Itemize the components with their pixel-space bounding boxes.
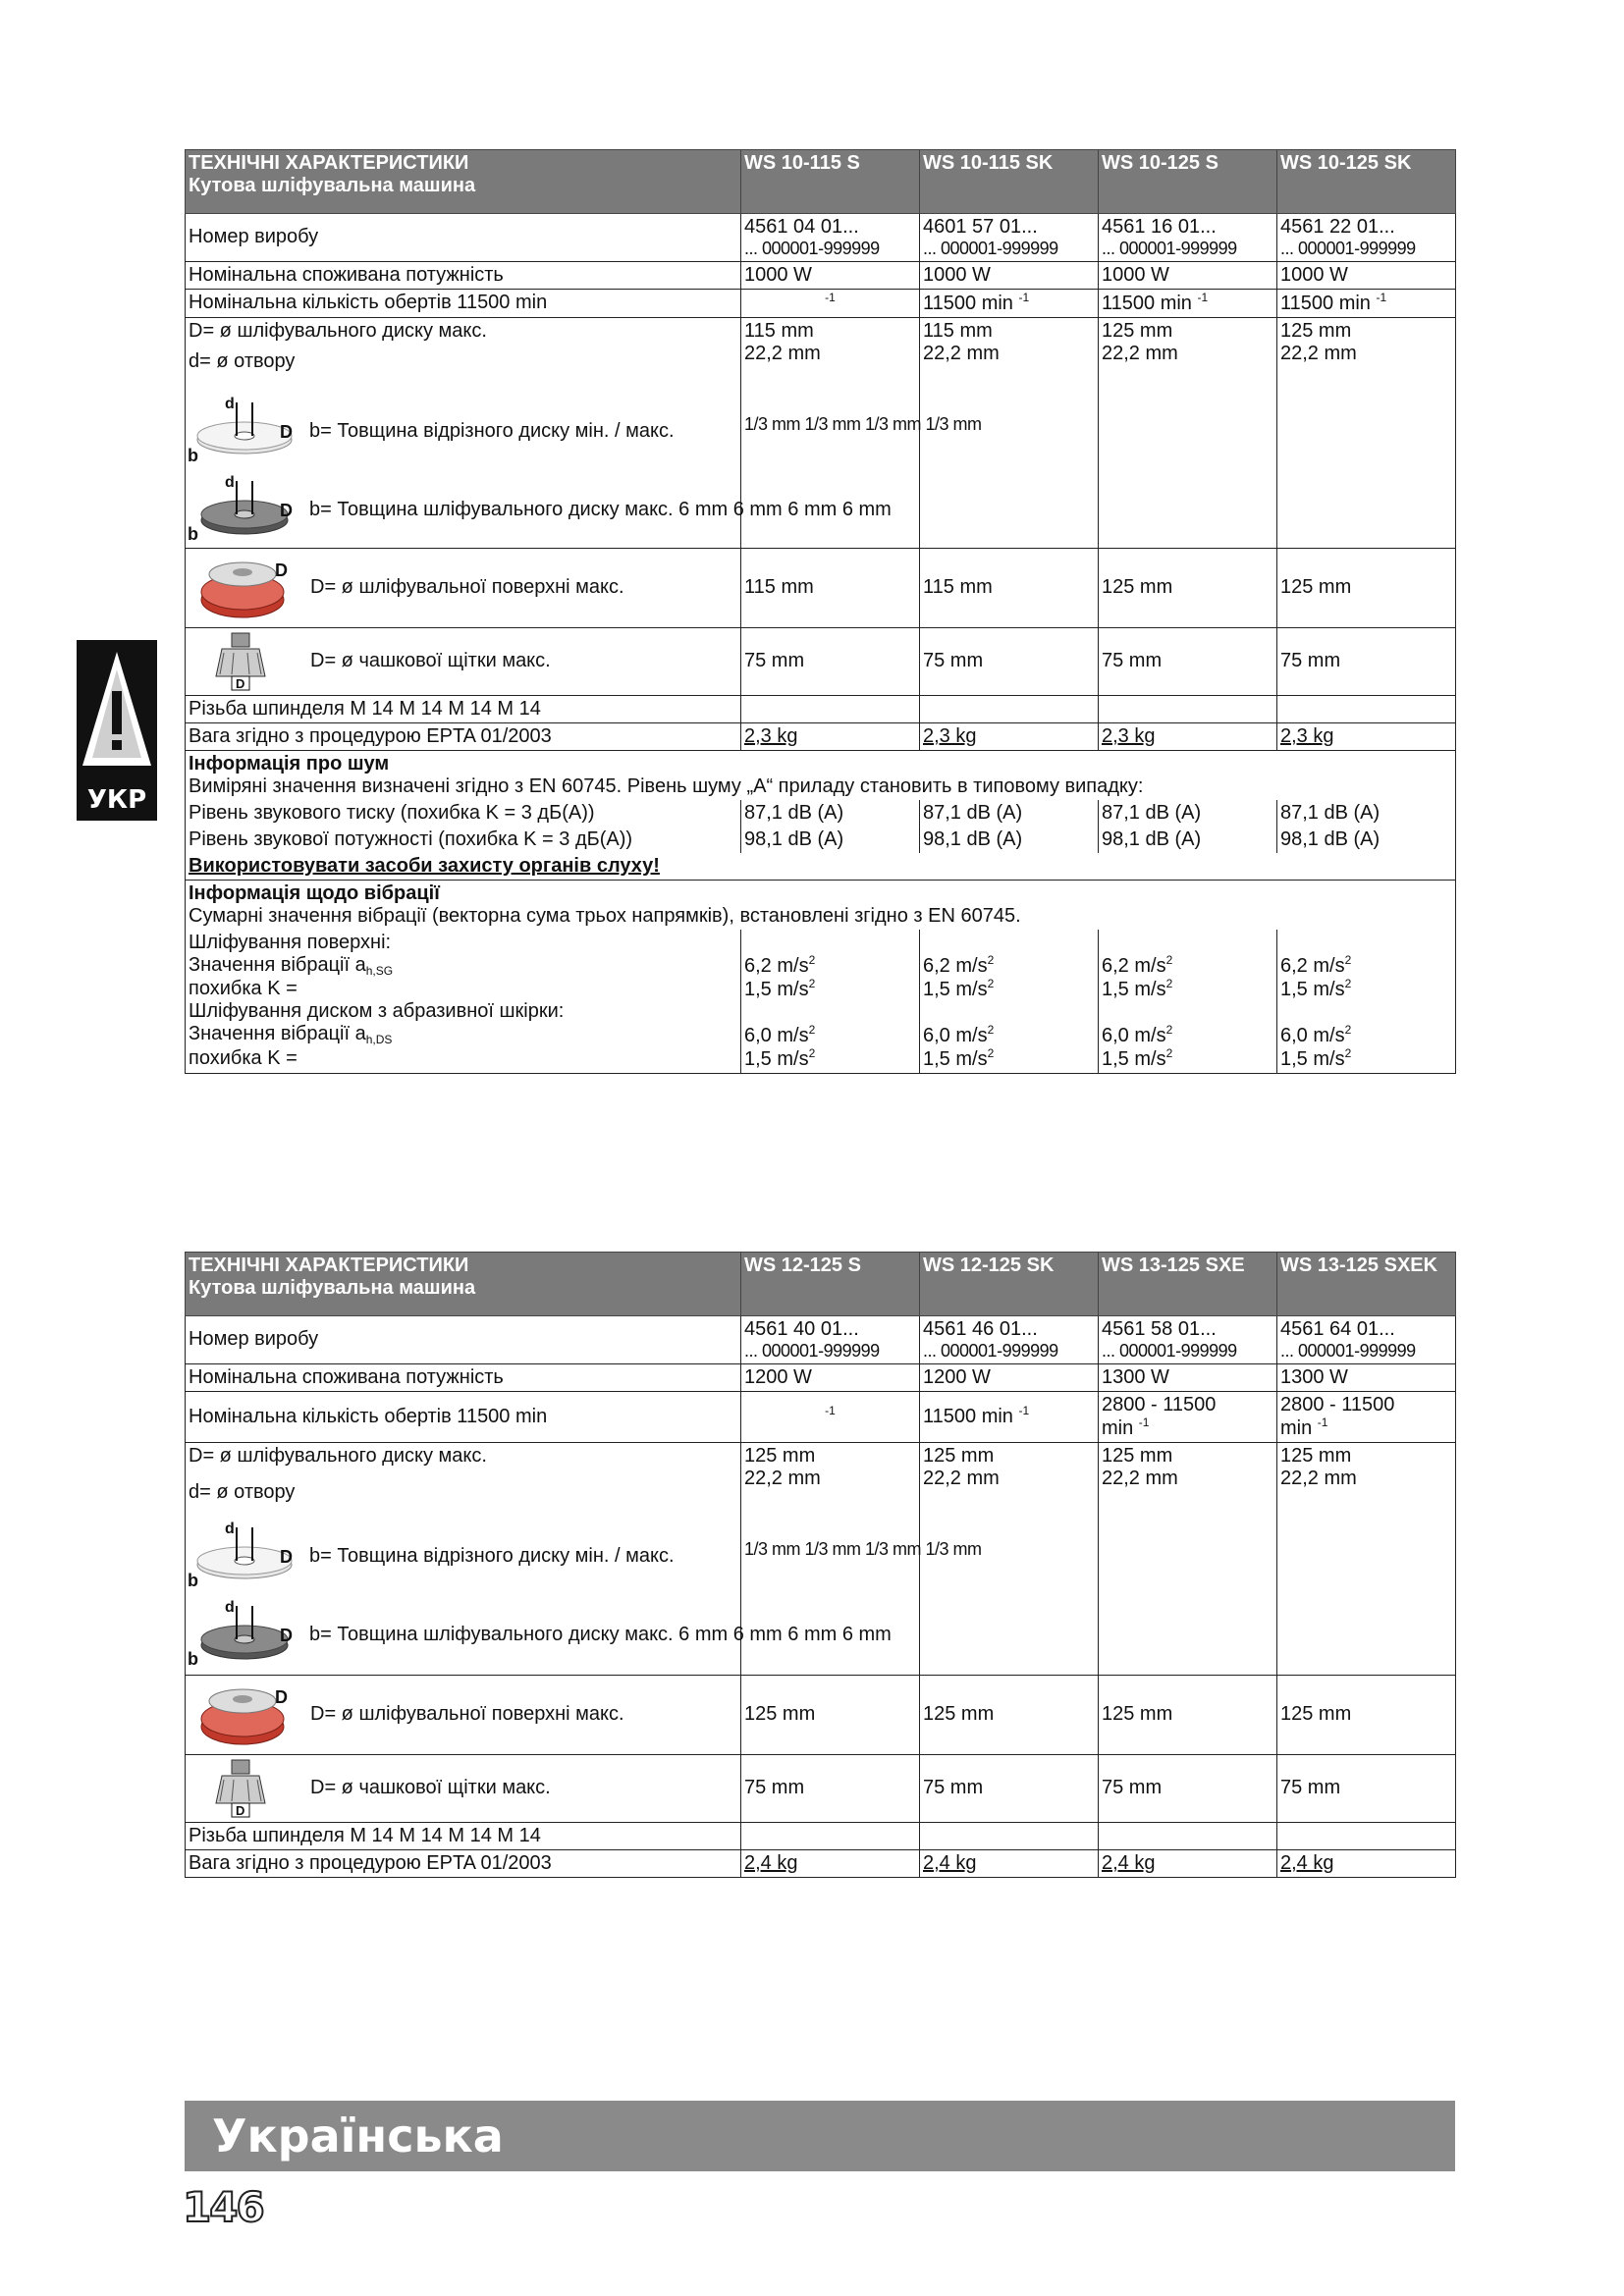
weight-label: Вага згідно з процедурою EPTA 01/2003 bbox=[186, 722, 741, 750]
weight-row bbox=[186, 1849, 1456, 1877]
cut-thickness-label: b= Товщина відрізного диску мін. / макс. bbox=[309, 420, 675, 443]
svg-text:b: b bbox=[188, 445, 198, 465]
disc-diameter-value: 115 mm bbox=[744, 319, 814, 342]
svg-text:d: d bbox=[225, 1598, 235, 1616]
power-value: 1200 W bbox=[741, 1363, 920, 1391]
bore-value: 22,2 mm bbox=[923, 342, 1000, 364]
surface-value: 115 mm bbox=[920, 548, 1099, 627]
speed-range: 2800 - 11500 bbox=[1102, 1393, 1217, 1415]
spindle-label: Різьба шпинделя M 14 M 14 M 14 M 14 bbox=[186, 1822, 741, 1849]
language-tab: УКР bbox=[77, 779, 157, 821]
model-name: WS 12-125 SK bbox=[920, 1253, 1099, 1316]
uncertainty-sg-value: 1,5 m/s bbox=[923, 978, 988, 1000]
speed-value: 11500 min bbox=[923, 292, 1013, 314]
warning-icon bbox=[77, 640, 157, 787]
vibration-values-row bbox=[186, 930, 1456, 1073]
surface-value: 125 mm bbox=[741, 1675, 920, 1754]
brush-value: 75 mm bbox=[920, 1754, 1099, 1822]
serial-range: ... 000001-999999 bbox=[744, 239, 880, 258]
disc-block-row bbox=[186, 317, 1456, 548]
power-value: 1000 W bbox=[741, 261, 920, 289]
pressure-value: 87,1 dB (A) bbox=[1099, 800, 1277, 827]
squared-exponent: 2 bbox=[808, 976, 816, 990]
uncertainty-label: похибка K = bbox=[189, 1047, 298, 1070]
weight-value: 2,4 kg bbox=[920, 1849, 1099, 1877]
squared-exponent: 2 bbox=[987, 1045, 995, 1060]
squared-exponent: 2 bbox=[808, 1045, 816, 1060]
language-bar: Українська bbox=[185, 2101, 1455, 2171]
surface-value: 125 mm bbox=[1277, 548, 1456, 627]
vibration-ds-value: 6,0 m/s bbox=[1280, 1024, 1345, 1046]
power-value: 1000 W bbox=[1277, 261, 1456, 289]
article-number: 4561 04 01... bbox=[744, 216, 859, 238]
sound-power-value: 98,1 dB (A) bbox=[1099, 827, 1277, 853]
uncertainty-sg-value: 1,5 m/s bbox=[744, 978, 809, 1000]
squared-exponent: 2 bbox=[1344, 952, 1352, 967]
grind-thickness-label: b= Товщина шліфувального диску макс. 6 mm 6 mm 6 mm 6 mm bbox=[309, 499, 892, 521]
speed-row bbox=[186, 1391, 1456, 1442]
vibration-sg-value: 6,2 m/s bbox=[923, 954, 988, 977]
vibration-heading: Інформація щодо вібрації bbox=[189, 881, 440, 904]
table-title: ТЕХНІЧНІ ХАРАКТЕРИСТИКИ bbox=[189, 1255, 469, 1276]
spec-table-1 bbox=[185, 149, 1456, 1074]
vibration-intro: Сумарні значення вібрації (векторна сума трьох напрямків), встановлені згідно з EN 60745. bbox=[189, 904, 1021, 927]
speed-exponent: -1 bbox=[1138, 1415, 1150, 1429]
serial-range: ... 000001-999999 bbox=[1102, 239, 1237, 258]
power-label: Номінальна споживана потужність bbox=[186, 261, 741, 289]
surface-value: 125 mm bbox=[1277, 1675, 1456, 1754]
bore-label: d= ø отвору bbox=[189, 1480, 296, 1503]
squared-exponent: 2 bbox=[808, 1022, 816, 1037]
header-row bbox=[186, 150, 1456, 214]
grinding-disc-icon bbox=[188, 1600, 296, 1671]
model-name: WS 13-125 SXEK bbox=[1277, 1253, 1456, 1316]
squared-exponent: 2 bbox=[1165, 1022, 1173, 1037]
model-name: WS 10-115 S bbox=[741, 150, 920, 214]
sound-power-row bbox=[186, 827, 1456, 853]
cutting-disc-icon bbox=[188, 397, 296, 467]
bore-value: 22,2 mm bbox=[1280, 342, 1357, 364]
brush-row bbox=[186, 627, 1456, 695]
squared-exponent: 2 bbox=[1165, 1045, 1173, 1060]
spec-table-2 bbox=[185, 1252, 1456, 1878]
disc-diameter-value: 125 mm bbox=[923, 1444, 995, 1467]
weight-value: 2,3 kg bbox=[1277, 722, 1456, 750]
uncertainty-label: похибка K = bbox=[189, 978, 298, 1000]
speed-label: Номінальна кількість обертів 11500 min bbox=[186, 289, 741, 317]
squared-exponent: 2 bbox=[1165, 952, 1173, 967]
disc-diameter-value: 125 mm bbox=[1102, 319, 1173, 342]
speed-label: Номінальна кількість обертів 11500 min bbox=[186, 1391, 741, 1442]
vibration-sg-subscript: h,SG bbox=[365, 963, 394, 978]
svg-text:b: b bbox=[188, 1570, 198, 1590]
grinding-disc-icon bbox=[188, 475, 296, 546]
uncertainty-ds-value: 1,5 m/s bbox=[1280, 1047, 1345, 1070]
bore-value: 22,2 mm bbox=[744, 342, 821, 364]
squared-exponent: 2 bbox=[808, 952, 816, 967]
model-name: WS 10-115 SK bbox=[920, 150, 1099, 214]
brush-label: D= ø чашкової щітки макс. bbox=[310, 650, 551, 672]
svg-text:D: D bbox=[236, 675, 245, 691]
svg-text:D: D bbox=[280, 421, 293, 442]
spindle-label: Різьба шпинделя M 14 M 14 M 14 M 14 bbox=[186, 695, 741, 722]
svg-text:d: d bbox=[225, 1520, 235, 1537]
pressure-value: 87,1 dB (A) bbox=[1277, 800, 1456, 827]
weight-value: 2,4 kg bbox=[1277, 1849, 1456, 1877]
vibration-ds-subscript: h,DS bbox=[365, 1033, 393, 1047]
disc-diameter-value: 125 mm bbox=[1102, 1444, 1173, 1467]
cut-thickness-label: b= Товщина відрізного диску мін. / макс. bbox=[309, 1545, 675, 1568]
power-value: 1000 W bbox=[1099, 261, 1277, 289]
table-title: ТЕХНІЧНІ ХАРАКТЕРИСТИКИ bbox=[189, 152, 469, 174]
power-value: 1300 W bbox=[1099, 1363, 1277, 1391]
uncertainty-sg-value: 1,5 m/s bbox=[1280, 978, 1345, 1000]
bore-value: 22,2 mm bbox=[1102, 1467, 1178, 1489]
svg-text:D: D bbox=[236, 1802, 245, 1818]
surface-value: 115 mm bbox=[741, 548, 920, 627]
sound-power-value: 98,1 dB (A) bbox=[741, 827, 920, 853]
squared-exponent: 2 bbox=[987, 976, 995, 990]
surface-grinding-label: Шліфування поверхні: bbox=[189, 931, 392, 953]
power-label: Номінальна споживана потужність bbox=[186, 1363, 741, 1391]
disc-diameter-label: D= ø шліфувального диску макс. bbox=[189, 319, 487, 342]
disc-diameter-value: 125 mm bbox=[1280, 319, 1352, 342]
pressure-value: 87,1 dB (A) bbox=[920, 800, 1099, 827]
squared-exponent: 2 bbox=[987, 952, 995, 967]
weight-label: Вага згідно з процедурою EPTA 01/2003 bbox=[186, 1849, 741, 1877]
power-value: 1200 W bbox=[920, 1363, 1099, 1391]
serial-range: ... 000001-999999 bbox=[744, 1341, 880, 1361]
surface-label: D= ø шліфувальної поверхні макс. bbox=[310, 576, 624, 599]
speed-exponent: -1 bbox=[1018, 290, 1030, 304]
vibration-value-label: Значення вібрації a bbox=[189, 953, 366, 976]
bore-value: 22,2 mm bbox=[744, 1467, 821, 1489]
power-value: 1000 W bbox=[920, 261, 1099, 289]
weight-value: 2,4 kg bbox=[741, 1849, 920, 1877]
article-number: 4561 40 01... bbox=[744, 1318, 859, 1340]
surface-row bbox=[186, 1675, 1456, 1754]
model-name: WS 10-125 SK bbox=[1277, 150, 1456, 214]
article-label: Номер виробу bbox=[186, 214, 741, 262]
speed-value: 11500 min bbox=[1280, 292, 1371, 314]
article-label: Номер виробу bbox=[186, 1316, 741, 1364]
surface-row bbox=[186, 548, 1456, 627]
svg-text:b: b bbox=[188, 523, 198, 544]
brush-value: 75 mm bbox=[741, 627, 920, 695]
svg-text:D: D bbox=[280, 500, 293, 520]
article-row bbox=[186, 1316, 1456, 1364]
serial-range: ... 000001-999999 bbox=[1102, 1341, 1237, 1361]
sound-power-value: 98,1 dB (A) bbox=[920, 827, 1099, 853]
surface-value: 125 mm bbox=[1099, 548, 1277, 627]
sound-power-value: 98,1 dB (A) bbox=[1277, 827, 1456, 853]
brush-label: D= ø чашкової щітки макс. bbox=[310, 1777, 551, 1799]
serial-range: ... 000001-999999 bbox=[1280, 239, 1416, 258]
article-number: 4561 58 01... bbox=[1102, 1318, 1217, 1340]
svg-text:d: d bbox=[225, 395, 235, 412]
speed-exponent: -1 bbox=[1376, 290, 1387, 304]
svg-text:D: D bbox=[275, 560, 288, 580]
power-value: 1300 W bbox=[1277, 1363, 1456, 1391]
svg-text:b: b bbox=[188, 1648, 198, 1669]
brush-value: 75 mm bbox=[1277, 1754, 1456, 1822]
pressure-row bbox=[186, 800, 1456, 827]
model-name: WS 10-125 S bbox=[1099, 150, 1277, 214]
vibration-sg-value: 6,2 m/s bbox=[1102, 954, 1166, 977]
table-subtitle: Кутова шліфувальна машина bbox=[189, 1277, 476, 1299]
disc-diameter-value: 125 mm bbox=[744, 1444, 816, 1467]
cut-thickness-values: 1/3 mm 1/3 mm 1/3 mm 1/3 mm bbox=[744, 1538, 982, 1559]
svg-text:D: D bbox=[275, 1686, 288, 1707]
weight-value: 2,4 kg bbox=[1099, 1849, 1277, 1877]
speed-unit-exponent: -1 bbox=[825, 1404, 836, 1418]
svg-text:D: D bbox=[280, 1625, 293, 1645]
article-number: 4561 22 01... bbox=[1280, 216, 1395, 238]
grind-thickness-label: b= Товщина шліфувального диску макс. 6 mm 6 mm 6 mm 6 mm bbox=[309, 1624, 892, 1646]
header-row bbox=[186, 1253, 1456, 1316]
surface-value: 125 mm bbox=[1099, 1675, 1277, 1754]
article-number: 4561 16 01... bbox=[1102, 216, 1217, 238]
svg-text:D: D bbox=[280, 1546, 293, 1567]
power-row bbox=[186, 1363, 1456, 1391]
cup-brush-icon bbox=[189, 631, 297, 692]
hearing-warning-row bbox=[186, 853, 1456, 881]
model-name: WS 12-125 S bbox=[741, 1253, 920, 1316]
svg-text:d: d bbox=[225, 473, 235, 491]
disc-block-row bbox=[186, 1442, 1456, 1675]
bore-value: 22,2 mm bbox=[923, 1467, 1000, 1489]
spindle-row bbox=[186, 695, 1456, 722]
article-number: 4601 57 01... bbox=[923, 216, 1038, 238]
speed-exponent: -1 bbox=[1317, 1415, 1328, 1429]
bore-label: d= ø отвору bbox=[189, 349, 296, 372]
table-subtitle: Кутова шліфувальна машина bbox=[189, 175, 476, 196]
page-number: 146 bbox=[183, 2183, 263, 2231]
noise-intro: Виміряні значення визначені згідно з EN 60745. Рівень шуму „A“ приладу становить в типовому випадку: bbox=[189, 774, 1144, 797]
cut-thickness-values: 1/3 mm 1/3 mm 1/3 mm 1/3 mm bbox=[744, 413, 982, 434]
uncertainty-ds-value: 1,5 m/s bbox=[1102, 1047, 1166, 1070]
vibration-sg-value: 6,2 m/s bbox=[1280, 954, 1345, 977]
article-number: 4561 64 01... bbox=[1280, 1318, 1395, 1340]
speed-value: 11500 min bbox=[1102, 292, 1192, 314]
speed-range-unit: min bbox=[1102, 1416, 1134, 1439]
vibration-ds-value: 6,0 m/s bbox=[744, 1024, 809, 1046]
disc-diameter-value: 125 mm bbox=[1280, 1444, 1352, 1467]
weight-value: 2,3 kg bbox=[1099, 722, 1277, 750]
noise-heading: Інформація про шум bbox=[189, 752, 390, 774]
vibration-ds-value: 6,0 m/s bbox=[923, 1024, 988, 1046]
flap-disc-icon bbox=[189, 1680, 297, 1750]
weight-value: 2,3 kg bbox=[741, 722, 920, 750]
flap-disc-icon bbox=[189, 553, 297, 623]
vibration-heading-row bbox=[186, 880, 1456, 930]
uncertainty-ds-value: 1,5 m/s bbox=[923, 1047, 988, 1070]
surface-label: D= ø шліфувальної поверхні макс. bbox=[310, 1703, 624, 1726]
speed-range-unit: min bbox=[1280, 1416, 1313, 1439]
brush-value: 75 mm bbox=[741, 1754, 920, 1822]
weight-row bbox=[186, 722, 1456, 750]
article-row bbox=[186, 214, 1456, 262]
speed-unit-exponent: -1 bbox=[825, 290, 836, 304]
sound-power-label: Рівень звукової потужності (похибка K = 3 дБ(A)) bbox=[186, 827, 741, 853]
vibration-sg-value: 6,2 m/s bbox=[744, 954, 809, 977]
uncertainty-ds-value: 1,5 m/s bbox=[744, 1047, 809, 1070]
article-number: 4561 46 01... bbox=[923, 1318, 1038, 1340]
brush-value: 75 mm bbox=[1099, 627, 1277, 695]
pressure-value: 87,1 dB (A) bbox=[741, 800, 920, 827]
brush-row bbox=[186, 1754, 1456, 1822]
brush-value: 75 mm bbox=[1277, 627, 1456, 695]
brush-value: 75 mm bbox=[1099, 1754, 1277, 1822]
serial-range: ... 000001-999999 bbox=[1280, 1341, 1416, 1361]
bore-value: 22,2 mm bbox=[1280, 1467, 1357, 1489]
power-row bbox=[186, 261, 1456, 289]
squared-exponent: 2 bbox=[1344, 976, 1352, 990]
speed-range: 2800 - 11500 bbox=[1280, 1393, 1395, 1415]
pressure-label: Рівень звукового тиску (похибка K = 3 дБ(A)) bbox=[186, 800, 741, 827]
hearing-warning: Використовувати засоби захисту органів слуху! bbox=[186, 853, 1456, 881]
speed-exponent: -1 bbox=[1018, 1404, 1030, 1418]
disc-diameter-value: 115 mm bbox=[923, 319, 993, 342]
squared-exponent: 2 bbox=[1344, 1022, 1352, 1037]
bore-value: 22,2 mm bbox=[1102, 342, 1178, 364]
speed-row bbox=[186, 289, 1456, 317]
serial-range: ... 000001-999999 bbox=[923, 239, 1058, 258]
sanding-label: Шліфування диском з абразивної шкірки: bbox=[189, 1000, 565, 1023]
cutting-disc-icon bbox=[188, 1522, 296, 1592]
disc-diameter-label: D= ø шліфувального диску макс. bbox=[189, 1444, 487, 1467]
speed-value: 11500 min bbox=[923, 1406, 1013, 1428]
serial-range: ... 000001-999999 bbox=[923, 1341, 1058, 1361]
brush-value: 75 mm bbox=[920, 627, 1099, 695]
vibration-ds-value: 6,0 m/s bbox=[1102, 1024, 1166, 1046]
spindle-row bbox=[186, 1822, 1456, 1849]
uncertainty-sg-value: 1,5 m/s bbox=[1102, 978, 1166, 1000]
squared-exponent: 2 bbox=[1344, 1045, 1352, 1060]
speed-exponent: -1 bbox=[1197, 290, 1209, 304]
surface-value: 125 mm bbox=[920, 1675, 1099, 1754]
noise-heading-row bbox=[186, 750, 1456, 800]
squared-exponent: 2 bbox=[987, 1022, 995, 1037]
cup-brush-icon bbox=[189, 1758, 297, 1819]
weight-value: 2,3 kg bbox=[920, 722, 1099, 750]
squared-exponent: 2 bbox=[1165, 976, 1173, 990]
vibration-value-label: Значення вібрації a bbox=[189, 1023, 366, 1045]
model-name: WS 13-125 SXE bbox=[1099, 1253, 1277, 1316]
